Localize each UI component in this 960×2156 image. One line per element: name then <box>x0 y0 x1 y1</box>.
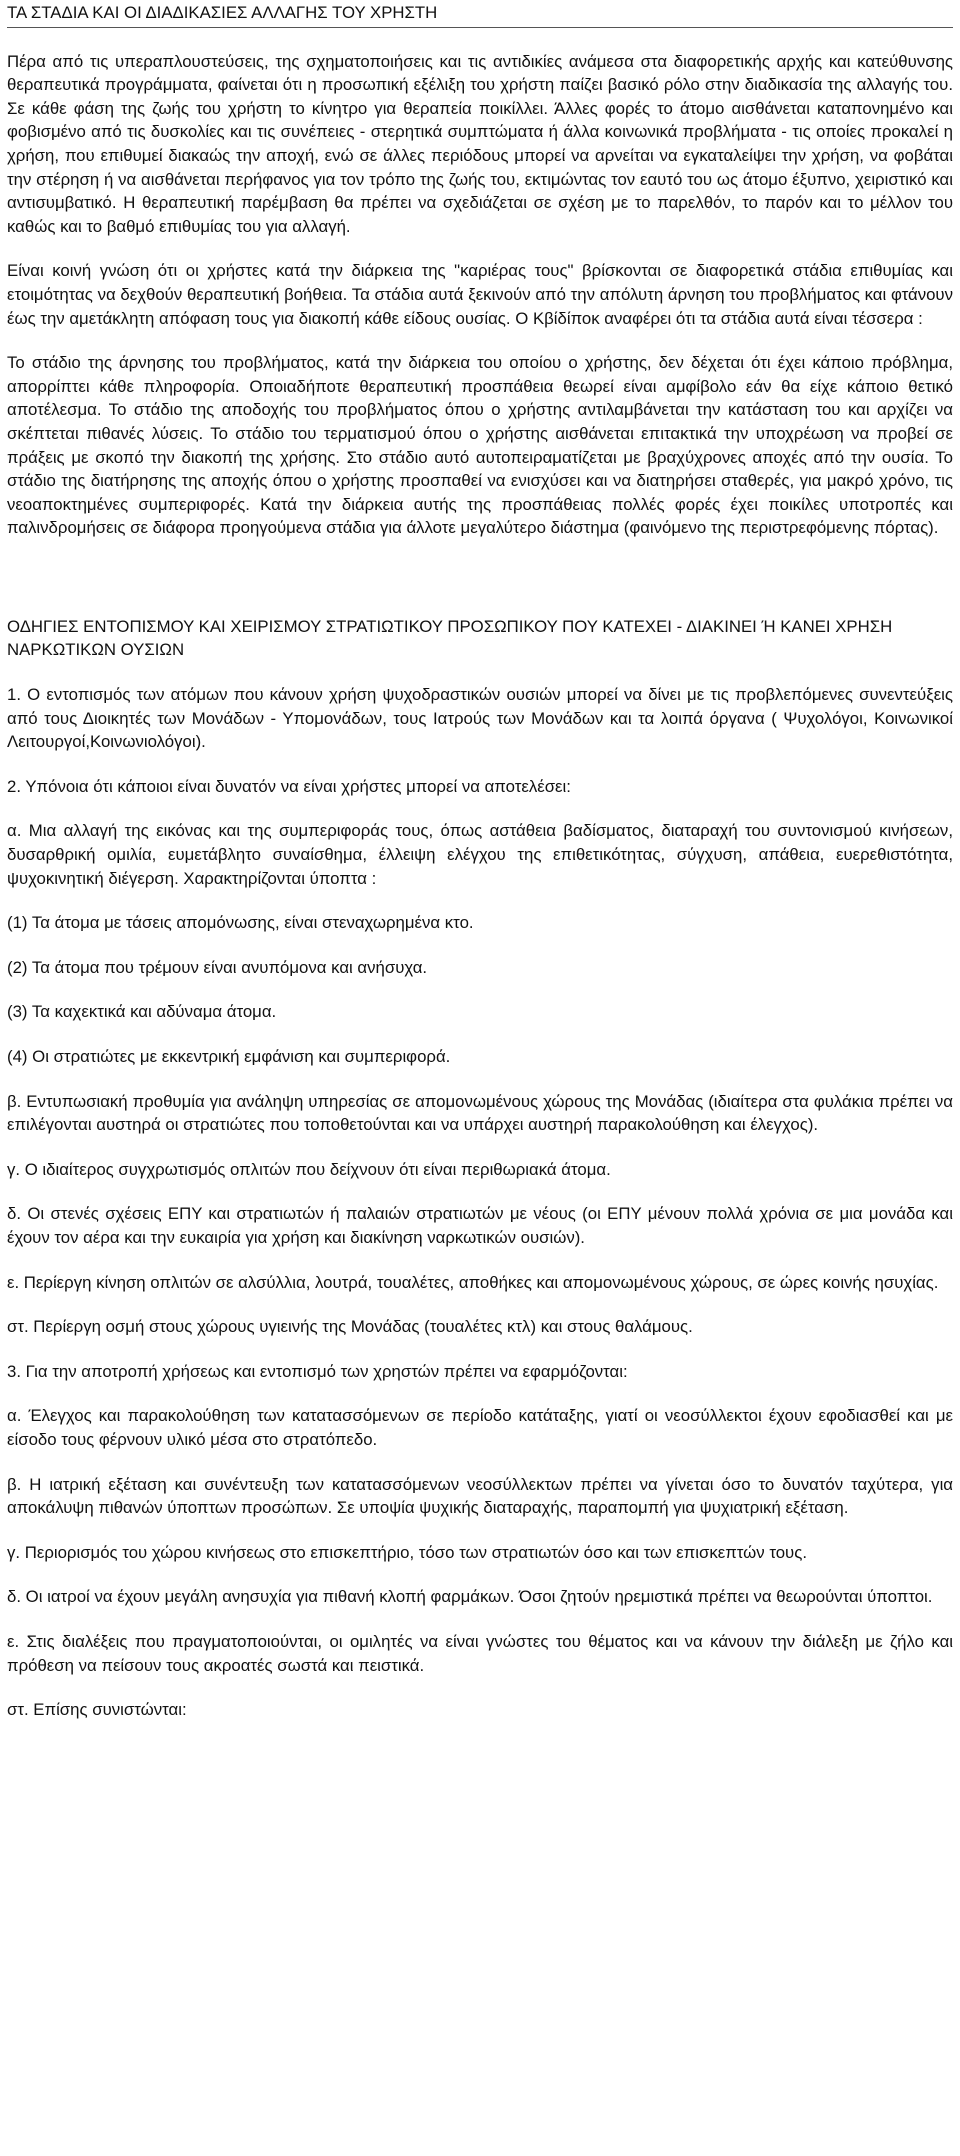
list-item: α. Μια αλλαγή της εικόνας και της συμπεριφοράς τους, όπως αστάθεια βαδίσματος, διαταραχή του συντονισμού κινήσεων, δυσαρθρική ομιλία, ευμετάβλητο συναίσθημα, έλλειψη ελέγχου της επιθετικότητας, σύγχυση, απάθεια, ευερεθιστότητα, ψυχοκινητική διέγερση. Χαρακτηρίζονται ύποπτα : <box>7 821 953 888</box>
list-item: (3) Τα καχεκτικά και αδύναμα άτομα. <box>7 1002 277 1022</box>
paragraph: Το στάδιο της άρνησης του προβλήματος, κατά την διάρκεια του οποίου ο χρήστης, δεν δέχεται ότι έχει κάποιο πρόβλημα, απορρίπτει κάθε πληροφορία. Οποιαδήποτε θεραπευτική προσπάθεια θεωρεί είναι αμφίβολο εάν θα είχε κάποιο θετικό αποτέλεσμα. Το στάδιο της αποδοχής του προβλήματος όπου ο χρήστης αντιλαμβάνεται την κατάσταση του και αρχίζει να σκέπτεται πιθανές λύσεις. Το στάδιο του τερματισμού όπου ο χρήστης αισθάνεται επιτακτικά την υποχρέωση να προβεί σε πράξεις με σκοπό την διακοπή της χρήσης. Στο στάδιο αυτό αυτοπειραματίζεται με βραχύχρονες αποχές από την ουσία. Το στάδιο της διατήρησης της αποχής όπου ο χρήστης προσπαθεί να ενισχύσει και να διατηρήσει σταθερές, για μακρό χρόνο, τις νεοαποκτημένες συμπεριφορές. Κατά την διάρκεια αυτής της προσπάθειας πολλές φορές έχει ποικίλες υποτροπές και παλινδρομήσεις σε διάφορα προηγούμενα στάδια για άλλοτε μεγαλύτερο διάστημα (φαινόμενο της περιστρεφόμενης πόρτας). <box>7 353 953 538</box>
list-item: ε. Στις διαλέξεις που πραγματοποιούνται, οι ομιλητές να είναι γνώστες του θέματος και να κάνουν την διάλεξη με ζήλο και πρόθεση να πείσουν τους ακροατές σωστά και πειστικά. <box>7 1631 953 1675</box>
list-item: γ. Περιορισμός του χώρου κινήσεως στο επισκεπτήριο, τόσο των στρατιωτών όσο και των επισκεπτών τους. <box>7 1542 807 1562</box>
list-item: 1. Ο εντοπισμός των ατόμων που κάνουν χρήση ψυχοδραστικών ουσιών μπορεί να δίνει με τις προβλεπόμενες συνεντεύξεις από τους Διοικητές των Μονάδων - Υπομονάδων, τους Ιατρούς των Μονάδων και τα λοιπά όργανα ( Ψυχολόγοι, Κοινωνικοί Λειτουργοί,Κοινωνιολόγοι). <box>7 685 953 752</box>
list-item: δ. Οι ιατροί να έχουν μεγάλη ανησυχία για πιθανή κλοπή φαρμάκων. Όσοι ζητούν ηρεμιστικά πρέπει να θεωρούνται ύποπτοι. <box>7 1587 933 1607</box>
section-stages <box>7 0 953 540</box>
list-item: β. Εντυπωσιακή προθυμία για ανάληψη υπηρεσίας σε απομονωμένους χώρους της Μονάδας (ιδιαίτερα στα φυλάκια πρέπει να επιλέγονται αυστηρά οι στρατιώτες που τοποθετούνται και να υπάρχει αυστηρή παρακολούθηση και έλεγχος). <box>7 1091 953 1135</box>
list-item: 3. Για την αποτροπή χρήσεως και εντοπισμό των χρηστών πρέπει να εφαρμόζονται: <box>7 1361 628 1381</box>
list-item: 2. Υπόνοια ότι κάποιοι είναι δυνατόν να είναι χρήστες μπορεί να αποτελέσει: <box>7 776 571 796</box>
paragraph: Είναι κοινή γνώση ότι οι χρήστες κατά την διάρκεια της "καριέρας τους" βρίσκονται σε διαφορετικά στάδια επιθυμίας και ετοιμότητας να δεχθούν θεραπευτική βοήθεια. Τα στάδια αυτά ξεκινούν από την απόλυτη άρνηση του προβλήματος και φτάνουν έως την αμετάκλητη απόφαση τους για διακοπή κάθε είδους ουσίας. Ο Κβίδίποκ αναφέρει ότι τα στάδια αυτά είναι τέσσερα : <box>7 261 953 328</box>
paragraph: Πέρα από τις υπεραπλουστεύσεις, της σχηματοποιήσεις και τις αντιδικίες ανάμεσα στα διαφορετικής αρχής και κατεύθυνσης θεραπευτικά προγράμματα, φαίνεται ότι η προσωπική εξέλιξη του χρήστη παίζει βασικό ρόλο στην διαδικασία της αλλαγής του. Σε κάθε φάση της ζωής του χρήστη το κίνητρο για θεραπεία ποικίλλει. Άλλες φορές το άτομο αισθάνεται καταπονημένο και φοβισμένο από τις δυσκολίες και τις συνέπειες - στερητικά συμπτώματα ή άλλα κοινωνικά προβλήματα - τις οποίες προκαλεί η χρήση, που επιθυμεί διακαώς την αποχή, ενώ σε άλλες περιόδους μπορεί να αρνείται να εγκαταλείψει την χρήση, να φοβάται την στέρηση ή να αισθάνεται περήφανος για τον τρόπο της ζωής του, εκτιμώντας τον εαυτό του ως άτομο έξυπνο, χειριστικό και αντισυμβατικό. Η θεραπευτική παρέμβαση θα πρέπει να σχεδιάζεται σε σχέση με το παρελθόν, το παρόν και το μέλλον του καθώς και το βαθμό επιθυμίας του για αλλαγή. <box>7 51 953 236</box>
list-item: δ. Οι στενές σχέσεις ΕΠΥ και στρατιωτών ή παλαιών στρατιωτών με νέους (οι ΕΠΥ μένουν πολλά χρόνια σε μια μονάδα και έχουν τον αέρα και την ευκαιρία για χρήση και διακίνηση ναρκωτικών ουσιών). <box>7 1204 953 1247</box>
list-item: β. Η ιατρική εξέταση και συνέντευξη των κατατασσόμενων νεοσύλλεκτων πρέπει να γίνεται όσο το δυνατόν ταχύτερα, για αποκάλυψη πιθανών ύποπτων προσώπων. Σε υποψία ψυχικής διαταραχής, παραπομπή για ψυχιατρική εξέταση. <box>7 1474 953 1518</box>
section-instructions <box>7 614 953 1722</box>
list-item: (2) Τα άτομα που τρέμουν είναι ανυπόμονα και ανήσυχα. <box>7 957 428 977</box>
list-item: (1) Τα άτομα με τάσεις απομόνωσης, είναι στεναχωρημένα κτο. <box>7 913 474 933</box>
section-title: ΤΑ ΣΤΑΔΙΑ ΚΑΙ ΟΙ ΔΙΑΔΙΚΑΣΙΕΣ ΑΛΛΑΓΗΣ ΤΟΥ ΧΡΗΣΤΗ <box>7 3 438 22</box>
list-item: ε. Περίεργη κίνηση οπλιτών σε αλσύλλια, λουτρά, τουαλέτες, αποθήκες και απομονωμένους χώρους, σε ώρες κοινής ησυχίας. <box>7 1272 939 1292</box>
list-item: στ. Περίεργη οσμή στους χώρους υγιεινής της Μονάδας (τουαλέτες κτλ) και στους θαλάμους. <box>7 1317 693 1337</box>
section-title: ΟΔΗΓΙΕΣ ΕΝΤΟΠΙΣΜΟΥ ΚΑΙ ΧΕΙΡΙΣΜΟΥ ΣΤΡΑΤΙΩΤΙΚΟΥ ΠΡΟΣΩΠΙΚΟΥ ΠΟΥ ΚΑΤΕΧΕΙ - ΔΙΑΚΙΝΕΙ Ή ΚΑΝΕΙ ΧΡΗΣΗ ΝΑΡΚΩΤΙΚΩΝ ΟΥΣΙΩΝ <box>7 616 893 660</box>
list-item: α. Έλεγχος και παρακολούθηση των κατατασσόμενων σε περίοδο κατάταξης, γιατί οι νεοσύλλεκτοι έχουν εφοδιασθεί και με είσοδο τους φέρνουν υλικό μέσα στο στρατόπεδο. <box>7 1406 953 1449</box>
list-item: γ. Ο ιδιαίτερος συγχρωτισμός οπλιτών που δείχνουν ότι είναι περιθωριακά άτομα. <box>7 1159 611 1179</box>
list-item: (4) Οι στρατιώτες με εκκεντρική εμφάνιση και συμπεριφορά. <box>7 1047 451 1066</box>
list-item: στ. Επίσης συνιστώνται: <box>7 1700 187 1720</box>
